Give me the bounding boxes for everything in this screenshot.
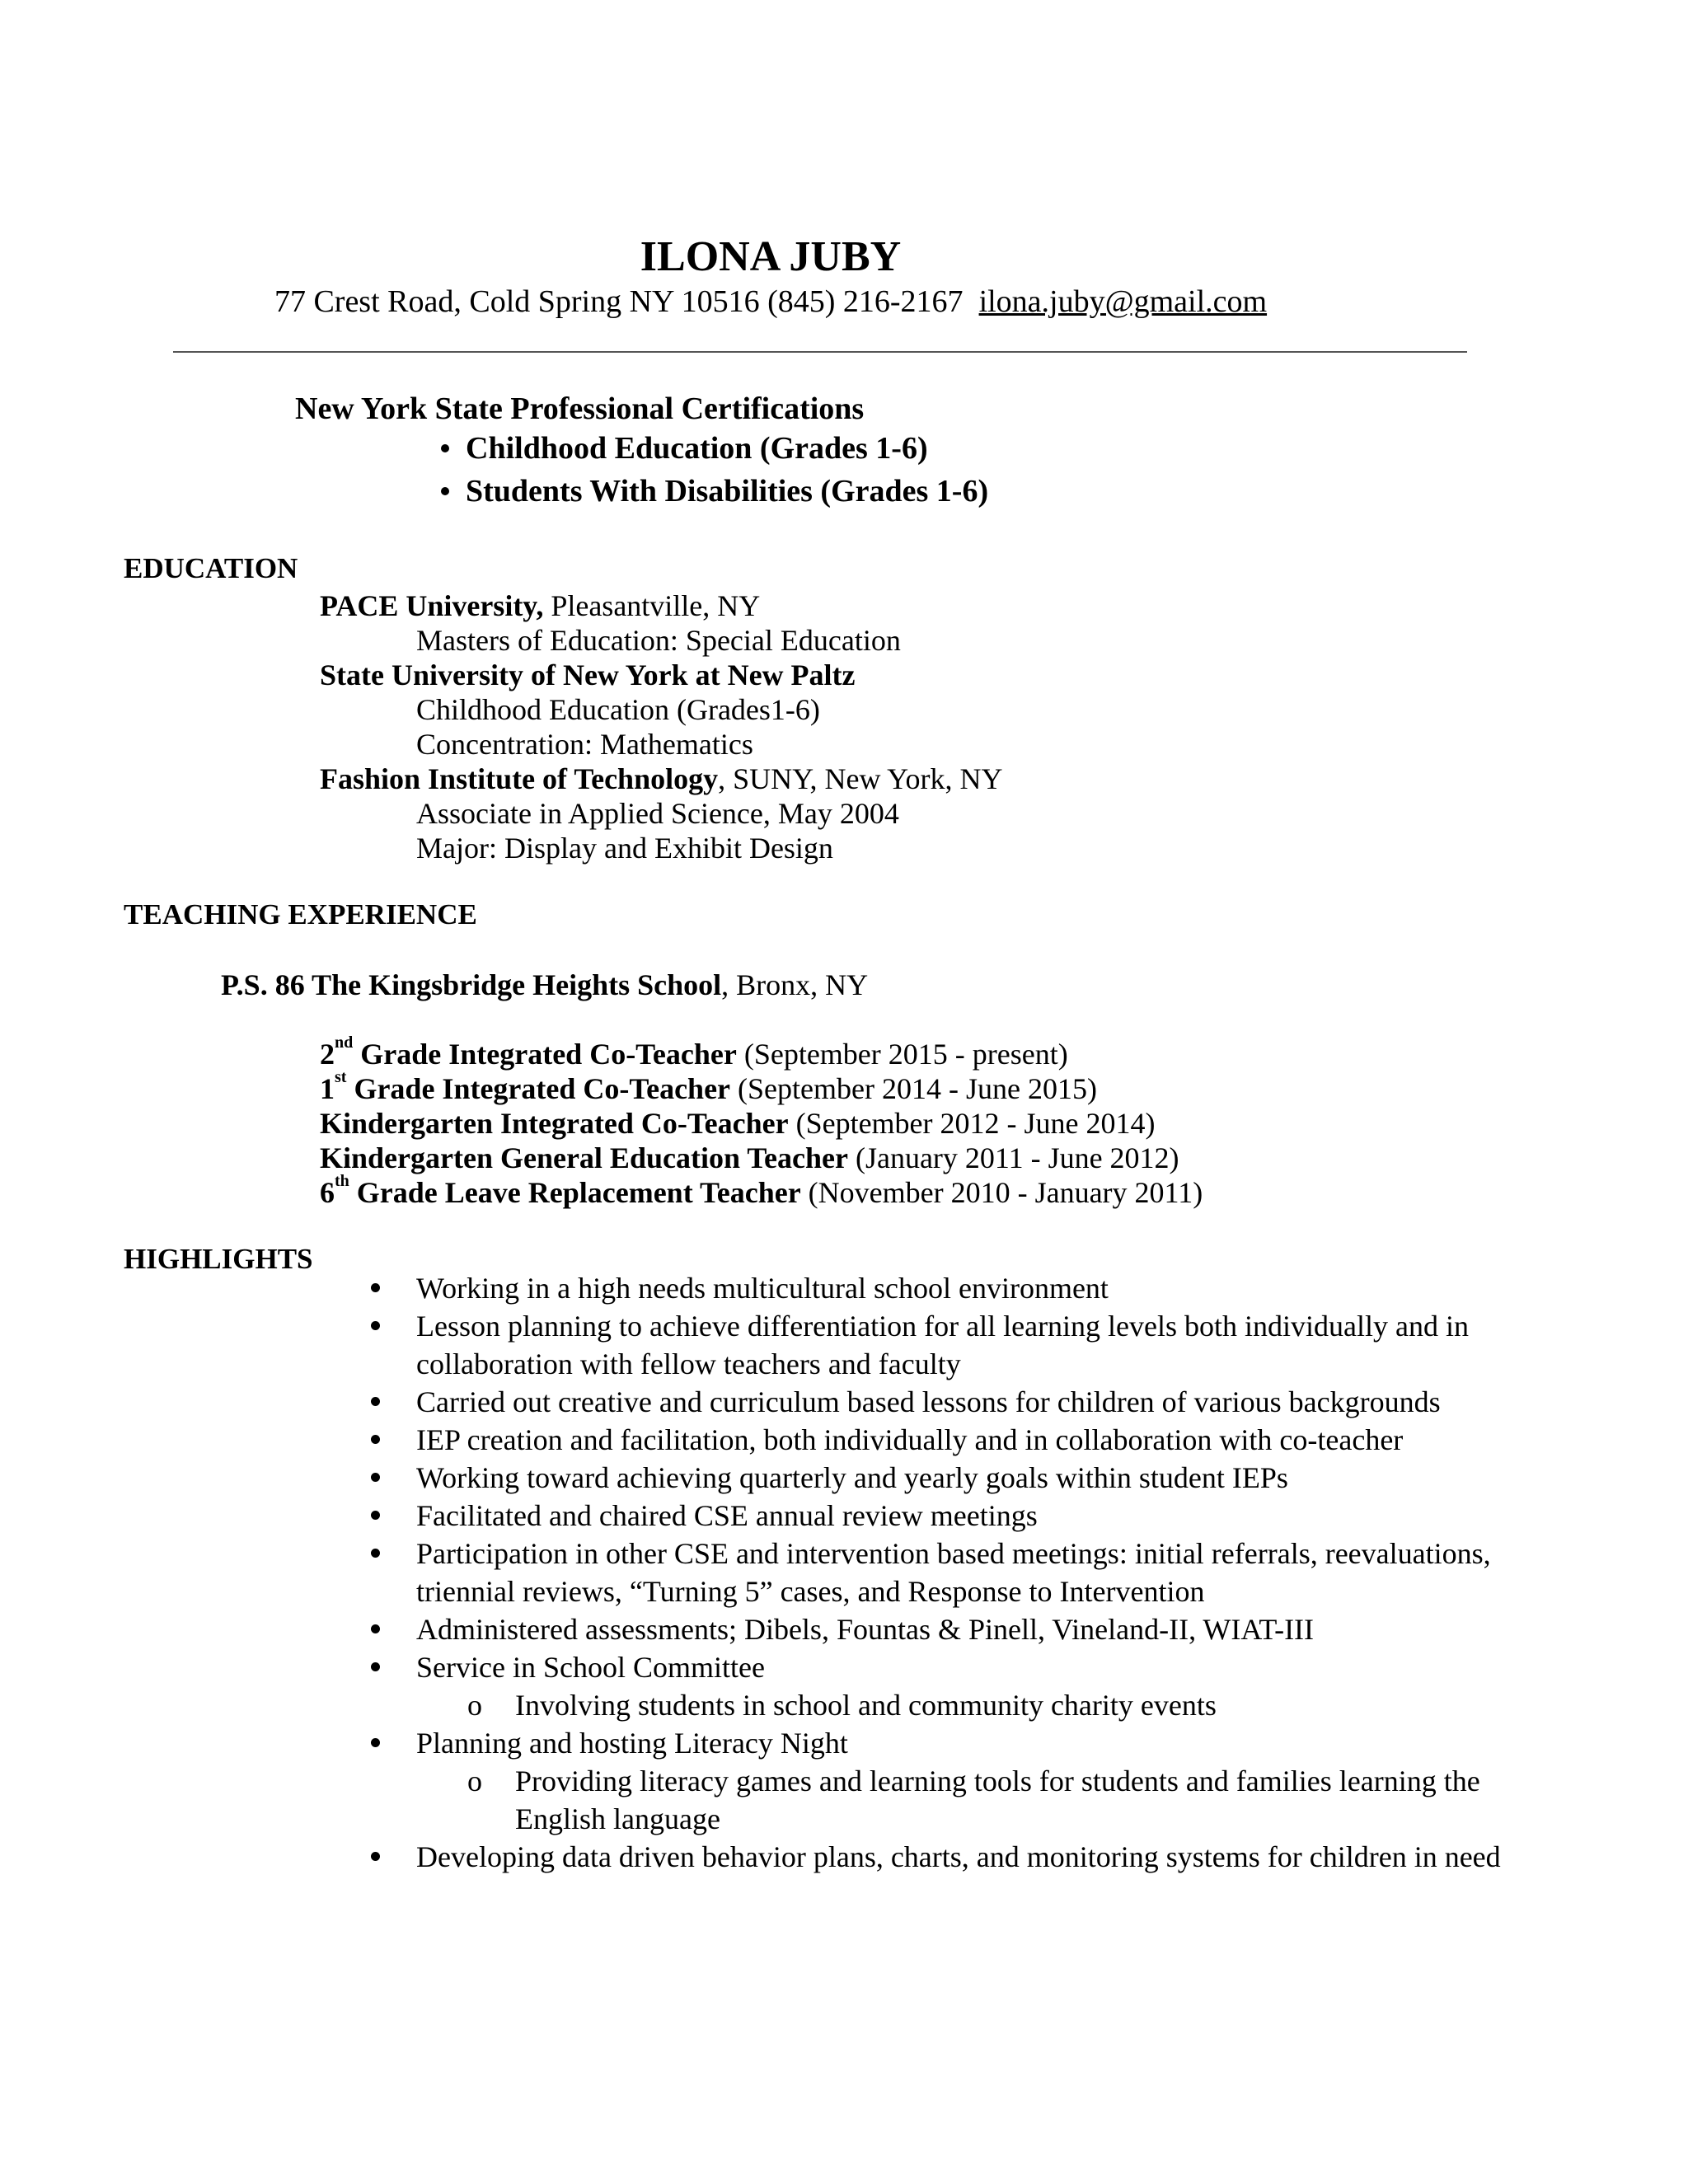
highlight-text: IEP creation and facilitation, both individually and in collaboration with co-teacher (416, 1423, 1404, 1456)
role-ordinal: st (335, 1068, 347, 1086)
sub-list (416, 1762, 1570, 1838)
highlight-text: Administered assessments; Dibels, Fountas & Pinell, Vineland-II, WIAT-III (416, 1613, 1315, 1646)
highlight-text: Carried out creative and curriculum based lessons for children of various backgrounds (416, 1385, 1441, 1418)
sub-list-item (416, 1762, 1504, 1838)
circle-bullet-icon: o (467, 1765, 482, 1797)
school-location: , SUNY, New York, NY (718, 762, 1003, 795)
education-detail: Associate in Applied Science, May 2004 (416, 797, 899, 830)
sub-highlight-text: Providing literacy games and learning tools for students and families learning the English language (515, 1765, 1480, 1835)
role-title: Grade Leave Replacement Teacher (349, 1176, 801, 1209)
highlights-list (0, 1269, 1688, 1876)
role-title: Grade Integrated Co-Teacher (346, 1072, 731, 1105)
school-location: Pleasantville, NY (543, 589, 761, 622)
certification-item (466, 473, 988, 509)
highlight-text: Developing data driven behavior plans, charts, and monitoring systems for children in need (416, 1840, 1501, 1873)
list-item (0, 1610, 1570, 1648)
role-ordinal: nd (335, 1033, 354, 1052)
education-detail: Masters of Education: Special Education (416, 624, 901, 657)
experience-school-location: , Bronx, NY (721, 968, 869, 1001)
education-detail: Childhood Education (Grades1-6) (416, 693, 820, 726)
education-school (320, 588, 760, 623)
experience-role (320, 1106, 1155, 1141)
certification-label: Childhood Education (Grades 1-6) (466, 431, 928, 466)
role-title: Kindergarten Integrated Co-Teacher (320, 1107, 789, 1140)
experience-role (320, 1033, 1068, 1071)
highlight-text: Working toward achieving quarterly and yearly goals within student IEPs (416, 1461, 1288, 1494)
list-item (0, 1383, 1570, 1421)
resume-name: ILONA JUBY (640, 233, 902, 280)
school-name: Fashion Institute of Technology (320, 762, 719, 795)
list-item (0, 1459, 1570, 1497)
list-item (0, 1421, 1570, 1459)
bullet-icon (371, 1511, 380, 1520)
experience-role (320, 1141, 1179, 1175)
contact-address-phone: 77 Crest Road, Cold Spring NY 10516 (845) 216-2167 (274, 284, 964, 319)
bullet-icon (371, 1435, 380, 1444)
bullet-icon (371, 1321, 380, 1330)
certification-label: Students With Disabilities (Grades 1-6) (466, 474, 989, 509)
role-title: Grade Integrated Co-Teacher (353, 1038, 737, 1071)
list-item (0, 1724, 1570, 1838)
list-item (0, 1535, 1570, 1610)
certification-item (466, 430, 928, 466)
experience-school (221, 968, 868, 1002)
contact-line (0, 284, 1541, 320)
list-item (0, 1648, 1570, 1724)
bullet-icon (441, 487, 449, 495)
bullet-icon (371, 1738, 380, 1747)
list-item (0, 1838, 1570, 1876)
education-school (320, 658, 856, 692)
sub-list (416, 1686, 1570, 1724)
education-detail: Major: Display and Exhibit Design (416, 832, 833, 865)
experience-role (320, 1068, 1097, 1106)
highlight-text: Working in a high needs multicultural school environment (416, 1272, 1109, 1305)
role-dates: (November 2010 - January 2011) (800, 1176, 1203, 1209)
bullet-icon (371, 1549, 380, 1558)
experience-role (320, 1172, 1203, 1210)
bullet-icon (371, 1662, 380, 1671)
header-divider (173, 351, 1467, 353)
experience-heading: TEACHING EXPERIENCE (124, 898, 477, 930)
highlight-text: Participation in other CSE and intervention based meetings: initial referrals, reevaluations, triennial reviews, “Turning 5” cases, and Response to Intervention (416, 1537, 1491, 1608)
experience-school-name: P.S. 86 The Kingsbridge Heights School (221, 968, 722, 1001)
highlight-text: Facilitated and chaired CSE annual review meetings (416, 1499, 1038, 1532)
school-name: PACE University, (320, 589, 544, 622)
education-school (320, 762, 1003, 796)
role-number: 2 (320, 1038, 335, 1071)
role-ordinal: th (335, 1172, 349, 1190)
bullet-icon (371, 1624, 380, 1633)
bullet-icon (371, 1473, 380, 1482)
bullet-icon (371, 1283, 380, 1292)
email-link[interactable]: ilona.juby@gmail.com (978, 284, 1268, 319)
bullet-icon (371, 1397, 380, 1406)
role-dates: (September 2012 - June 2014) (788, 1107, 1156, 1140)
role-dates: (January 2011 - June 2012) (847, 1141, 1179, 1174)
role-title: Kindergarten General Education Teacher (320, 1141, 848, 1174)
circle-bullet-icon: o (467, 1689, 482, 1722)
education-heading: EDUCATION (124, 552, 298, 584)
certifications-title: New York State Professional Certifications (295, 391, 865, 426)
highlight-text: Service in School Committee (416, 1651, 765, 1684)
highlight-text: Planning and hosting Literacy Night (416, 1727, 848, 1760)
role-number: 1 (320, 1072, 335, 1105)
sub-highlight-text: Involving students in school and community charity events (515, 1689, 1217, 1722)
list-item (0, 1269, 1570, 1307)
education-detail: Concentration: Mathematics (416, 728, 753, 761)
sub-list-item (416, 1686, 1504, 1724)
bullet-icon (441, 444, 449, 452)
highlight-text: Lesson planning to achieve differentiation for all learning levels both individually and in collaboration with fellow teachers and faculty (416, 1310, 1469, 1380)
bullet-icon (371, 1852, 380, 1861)
school-name: State University of New York at New Paltz (320, 658, 856, 691)
role-dates: (September 2014 - June 2015) (730, 1072, 1097, 1105)
list-item (0, 1307, 1570, 1383)
highlights-heading: HIGHLIGHTS (124, 1243, 313, 1275)
role-number: 6 (320, 1176, 335, 1209)
role-dates: (September 2015 - present) (736, 1038, 1068, 1071)
list-item (0, 1497, 1570, 1535)
